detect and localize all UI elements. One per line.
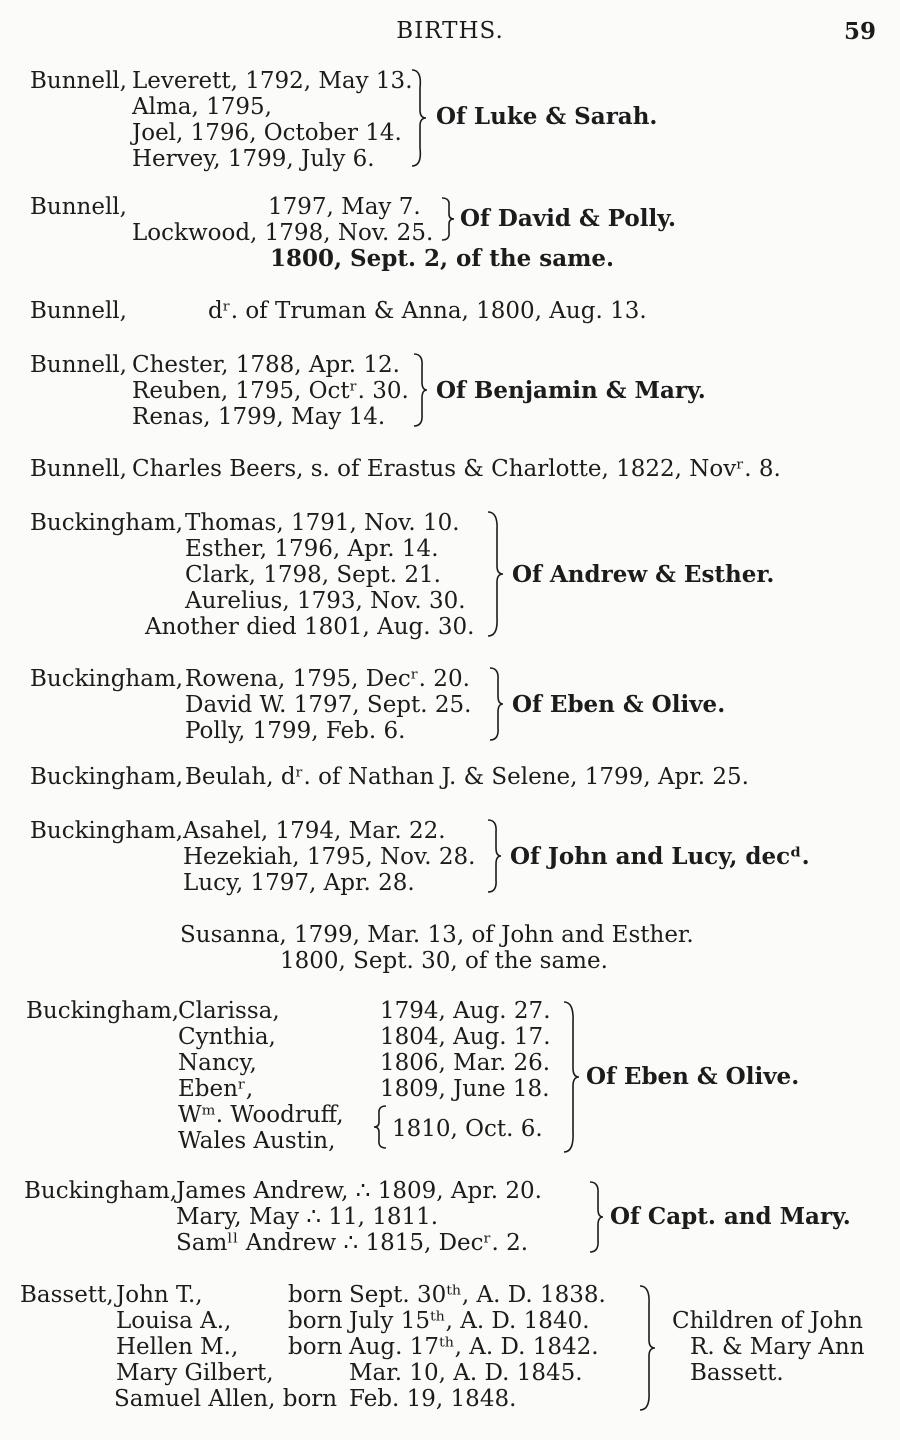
entry-parents: Bassett. (690, 1360, 784, 1386)
entry-surname: Buckingham, (30, 818, 184, 844)
entry-date: 1794, Aug. 27. (380, 998, 551, 1024)
entry-line: Alma, 1795, (132, 94, 272, 120)
entry-line: Another died 1801, Aug. 30. (145, 614, 475, 640)
entry-line: Joel, 1796, October 14. (132, 120, 402, 146)
entry-line: Thomas, 1791, Nov. 10. (185, 510, 460, 536)
entry-line: Leverett, 1792, May 13. (132, 68, 413, 94)
entry-parents: Of Eben & Olive. (586, 1063, 800, 1090)
page-title: BIRTHS. (396, 18, 504, 44)
right-brace (562, 1000, 578, 1154)
entry-line: Hezekiah, 1795, Nov. 28. (183, 844, 476, 870)
entry-line: Ebenʳ, (178, 1076, 254, 1102)
entry-date: 1809, June 18. (380, 1076, 550, 1102)
entry-born: born (288, 1308, 343, 1334)
entry-parents: Of Benjamin & Mary. (436, 377, 706, 404)
entry-line: Louisa A., (116, 1308, 232, 1334)
entry-line: 1797, May 7. (268, 194, 421, 220)
entry-line: Wᵐ. Woodruff, (178, 1102, 344, 1128)
entry-date: Mar. 10, A. D. 1845. (349, 1360, 583, 1386)
entry-line: Charles Beers, s. of Erastus & Charlotte, 1822, Novʳ. 8. (132, 456, 781, 482)
entry-line: Mary Gilbert, (116, 1360, 274, 1386)
entry-parents: Of Andrew & Esther. (512, 561, 775, 588)
entry-line: Lockwood, 1798, Nov. 25. (132, 220, 434, 246)
entry-date: 1806, Mar. 26. (380, 1050, 551, 1076)
entry-note: 1800, Sept. 30, of the same. (280, 948, 608, 974)
entry-surname: Bunnell, (30, 298, 127, 324)
right-brace (488, 666, 504, 742)
entry-date: July 15ᵗʰ, A. D. 1840. (349, 1308, 590, 1334)
entry-parents: Of David & Polly. (460, 205, 676, 232)
entry-line: Asahel, 1794, Mar. 22. (183, 818, 446, 844)
entry-surname: Buckingham, (26, 998, 180, 1024)
right-brace (638, 1284, 654, 1412)
entry-line: James Andrew, ∴ 1809, Apr. 20. (176, 1178, 542, 1204)
entry-surname: Bunnell, (30, 456, 127, 482)
right-brace (486, 818, 502, 894)
entry-line: Beulah, dʳ. of Nathan J. & Selene, 1799, Apr. 25. (185, 764, 749, 790)
entry-line: Samˡˡ Andrew ∴ 1815, Decʳ. 2. (176, 1230, 529, 1256)
entry-born: born (288, 1334, 343, 1360)
entry-line: Aurelius, 1793, Nov. 30. (185, 588, 466, 614)
entry-line: Polly, 1799, Feb. 6. (185, 718, 406, 744)
entry-date: Feb. 19, 1848. (349, 1386, 517, 1412)
entry-surname: Buckingham, (30, 510, 184, 536)
entry-date: 1804, Aug. 17. (380, 1024, 551, 1050)
entry-note: Susanna, 1799, Mar. 13, of John and Esther. (180, 922, 694, 948)
entry-line: Clark, 1798, Sept. 21. (185, 562, 441, 588)
entry-line: Esther, 1796, Apr. 14. (185, 536, 439, 562)
entry-note: 1800, Sept. 2, of the same. (270, 245, 615, 272)
entry-parents: Of John and Lucy, decᵈ. (510, 843, 810, 870)
right-brace (410, 68, 426, 168)
entry-line: dʳ. of Truman & Anna, 1800, Aug. 13. (208, 298, 647, 324)
entry-parents: R. & Mary Ann (690, 1334, 865, 1360)
entry-surname: Buckingham, (30, 764, 184, 790)
entry-line: Nancy, (178, 1050, 257, 1076)
entry-date: Aug. 17ᵗʰ, A. D. 1842. (349, 1334, 599, 1360)
entry-line: David W. 1797, Sept. 25. (185, 692, 472, 718)
entry-surname: Bunnell, (30, 352, 127, 378)
entry-line: Reuben, 1795, Octʳ. 30. (132, 378, 409, 404)
left-brace (374, 1104, 390, 1150)
entry-line: Wales Austin, (178, 1128, 336, 1154)
entry-line: Renas, 1799, May 14. (132, 404, 386, 430)
entry-date: 1810, Oct. 6. (392, 1116, 543, 1142)
entry-line: Clarissa, (178, 998, 280, 1024)
entry-parents: Of Luke & Sarah. (436, 103, 658, 130)
entry-line: Chester, 1788, Apr. 12. (132, 352, 400, 378)
entry-line: Hervey, 1799, July 6. (132, 146, 375, 172)
entry-surname: Buckingham, (30, 666, 184, 692)
entry-date: Sept. 30ᵗʰ, A. D. 1838. (349, 1282, 606, 1308)
entry-surname: Bassett, (20, 1282, 114, 1308)
entry-line: Cynthia, (178, 1024, 276, 1050)
entry-line: Mary, May ∴ 11, 1811. (176, 1204, 439, 1230)
entry-parents: Of Capt. and Mary. (610, 1203, 851, 1230)
page-number: 59 (843, 18, 876, 45)
right-brace (412, 352, 428, 428)
entry-line: Samuel Allen, born (114, 1386, 338, 1412)
entry-line: John T., (116, 1282, 203, 1308)
entry-surname: Buckingham, (24, 1178, 178, 1204)
entry-line: Rowena, 1795, Decʳ. 20. (185, 666, 470, 692)
entry-surname: Bunnell, (30, 68, 127, 94)
right-brace (486, 510, 502, 638)
entry-line: Lucy, 1797, Apr. 28. (183, 870, 415, 896)
entry-line: Hellen M., (116, 1334, 239, 1360)
entry-born: born (288, 1282, 343, 1308)
entry-parents: Of Eben & Olive. (512, 691, 726, 718)
entry-parents: Children of John (672, 1308, 863, 1334)
entry-surname: Bunnell, (30, 194, 127, 220)
right-brace (440, 196, 456, 242)
right-brace (588, 1180, 604, 1254)
